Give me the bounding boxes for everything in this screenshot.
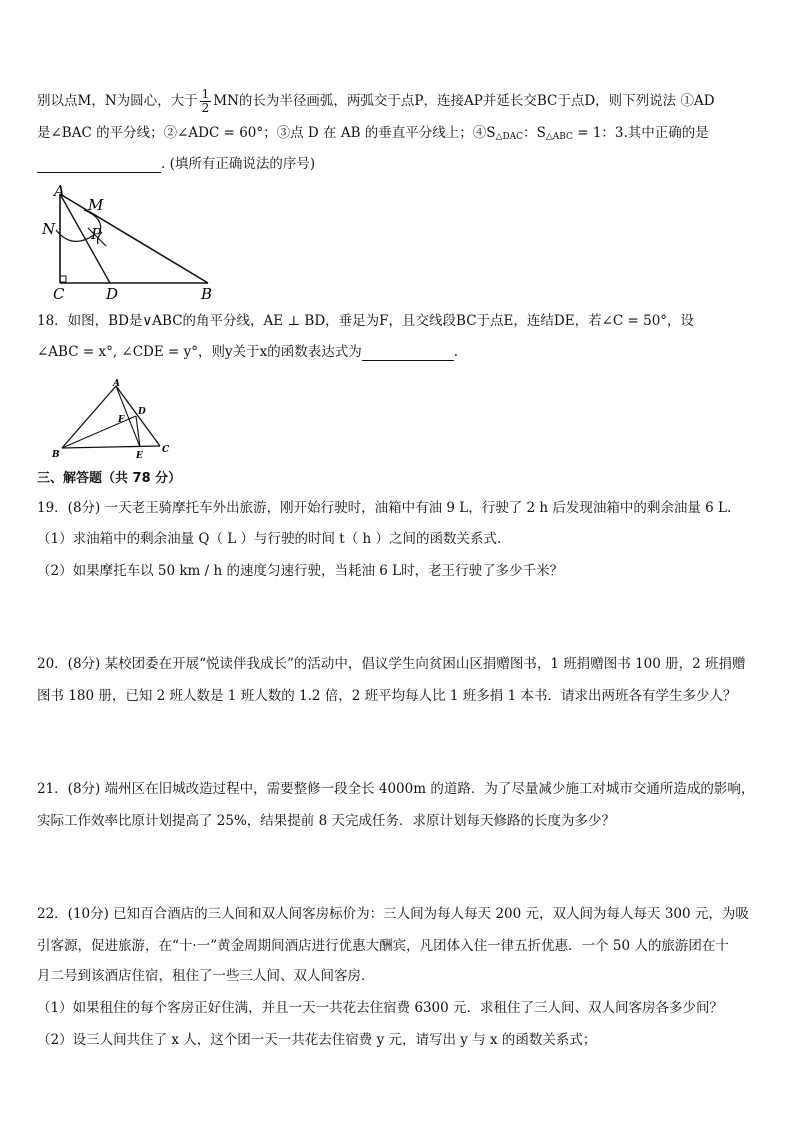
q18-line-1: 18．如图，BD是∨ABC的角平分线，AE ⊥ BD，垂足为F，且交线段BC于点E，连结DE，若∠C = 50°，设 bbox=[37, 313, 695, 329]
label-M: M bbox=[88, 196, 104, 214]
label-P: P bbox=[91, 225, 102, 243]
label-N: N bbox=[42, 220, 56, 238]
q18-text-b: . bbox=[453, 344, 459, 360]
label-D: D bbox=[138, 407, 146, 417]
q21-line-2: 实际工作效率比原计划提高了 25%，结果提前 8 天完成任务．求原计划每天修路的长度为多少？ bbox=[37, 813, 615, 829]
fraction-one-half bbox=[200, 88, 212, 115]
label-A: A bbox=[54, 182, 65, 200]
q17-text-f: . (填所有正确说法的序号) bbox=[161, 156, 316, 172]
q19-line-3: （2）如果摩托车以 50 km / h 的速度匀速行驶，当耗油 6 L时，老王行驶了多少千米？ bbox=[37, 563, 564, 579]
label-E: E bbox=[136, 451, 143, 460]
label-C: C bbox=[162, 445, 170, 455]
q17-text-b: MN的长为半径画弧，两弧交于点P，连接AP并延长交BC于点D，则下列说法 ①AD bbox=[213, 93, 715, 109]
figure-18-triangle bbox=[48, 376, 188, 460]
q19-line-2: （1）求油箱中的剩余油量 Q（ L ）与行驶的时间 t（ h ）之间的函数关系式. bbox=[37, 531, 502, 547]
label-D: D bbox=[106, 285, 119, 303]
q22-line-4: （1）如果租住的每个客房正好住满，并且一天一共花去住宿费 6300 元．求租住了三人间、双人间客房各多少间？ bbox=[37, 1000, 724, 1016]
label-F: F bbox=[118, 415, 125, 425]
label-B: B bbox=[201, 285, 213, 303]
label-A: A bbox=[113, 379, 120, 389]
q20-line-2: 图书 180 册，已知 2 班人数是 1 班人数的 1.2 倍，2 班平均每人比 1 班多捐 1 本书．请求出两班各有学生多少人？ bbox=[37, 688, 737, 704]
q18-line-2 bbox=[37, 343, 458, 361]
fraction-numerator: 1 bbox=[201, 87, 210, 101]
subscript-dac: △DAC bbox=[495, 132, 524, 142]
label-C: C bbox=[53, 285, 65, 303]
q17-text-c: 是∠BAC 的平分线；②∠ADC = 60°；③点 D 在 AB 的垂直平分线上；④S bbox=[37, 125, 496, 141]
q17-line-2 bbox=[37, 124, 709, 146]
figure-17-triangle bbox=[36, 180, 226, 305]
q21-line-1: 21．(8分) 端州区在旧城改造过程中，需要整修一段全长 4000m 的道路．为了尽量减少施工对城市交通所造成的影响， bbox=[37, 781, 755, 797]
answer-blank-17[interactable] bbox=[37, 158, 161, 173]
q22-line-5: （2）设三人间共住了 x 人，这个团一天一共花去住宿费 y 元，请写出 y 与 x 的函数关系式； bbox=[37, 1032, 597, 1048]
q17-text-a: 别以点M，N为圆心，大于 bbox=[37, 93, 198, 109]
q19-line-1: 19．(8分) 一天老王骑摩托车外出旅游，刚开始行驶时，油箱中有油 9 L，行驶了 2 h 后发现油箱中的剩余油量 6 L. bbox=[37, 500, 732, 516]
q17-line-1 bbox=[37, 88, 715, 115]
q17-text-d: ：S bbox=[523, 125, 546, 141]
q22-line-3: 月二号到该酒店住宿，租住了一些三人间、双人间客房． bbox=[37, 968, 375, 984]
q17-line-3 bbox=[37, 155, 315, 173]
answer-blank-18[interactable] bbox=[362, 346, 454, 361]
section-heading: 三、解答题（共 78 分） bbox=[37, 471, 182, 486]
q22-line-1: 22．(10分) 已知百合酒店的三人间和双人间客房标价为：三人间为每人每天 200 元，双人间为每人每天 300 元，为吸 bbox=[37, 906, 749, 922]
q20-line-1: 20．(8分) 某校团委在开展“悦读伴我成长”的活动中，倡议学生向贫困山区捐赠图书，1 班捐赠图书 100 册，2 班捐赠 bbox=[37, 656, 746, 672]
q18-text-a: ∠ABC = x°, ∠CDE = y°，则y关于x的函数表达式为 bbox=[37, 344, 362, 360]
label-B: B bbox=[52, 450, 60, 460]
subscript-abc: △ABC bbox=[545, 132, 573, 142]
q17-text-e: = 1：3.其中正确的是 bbox=[572, 125, 709, 141]
fraction-denominator: 2 bbox=[201, 101, 210, 115]
q22-line-2: 引客源，促进旅游，在“十·一”黄金周期间酒店进行优惠大酬宾，凡团体入住一律五折优惠．一个 50 人的旅游团在十 bbox=[37, 938, 729, 954]
